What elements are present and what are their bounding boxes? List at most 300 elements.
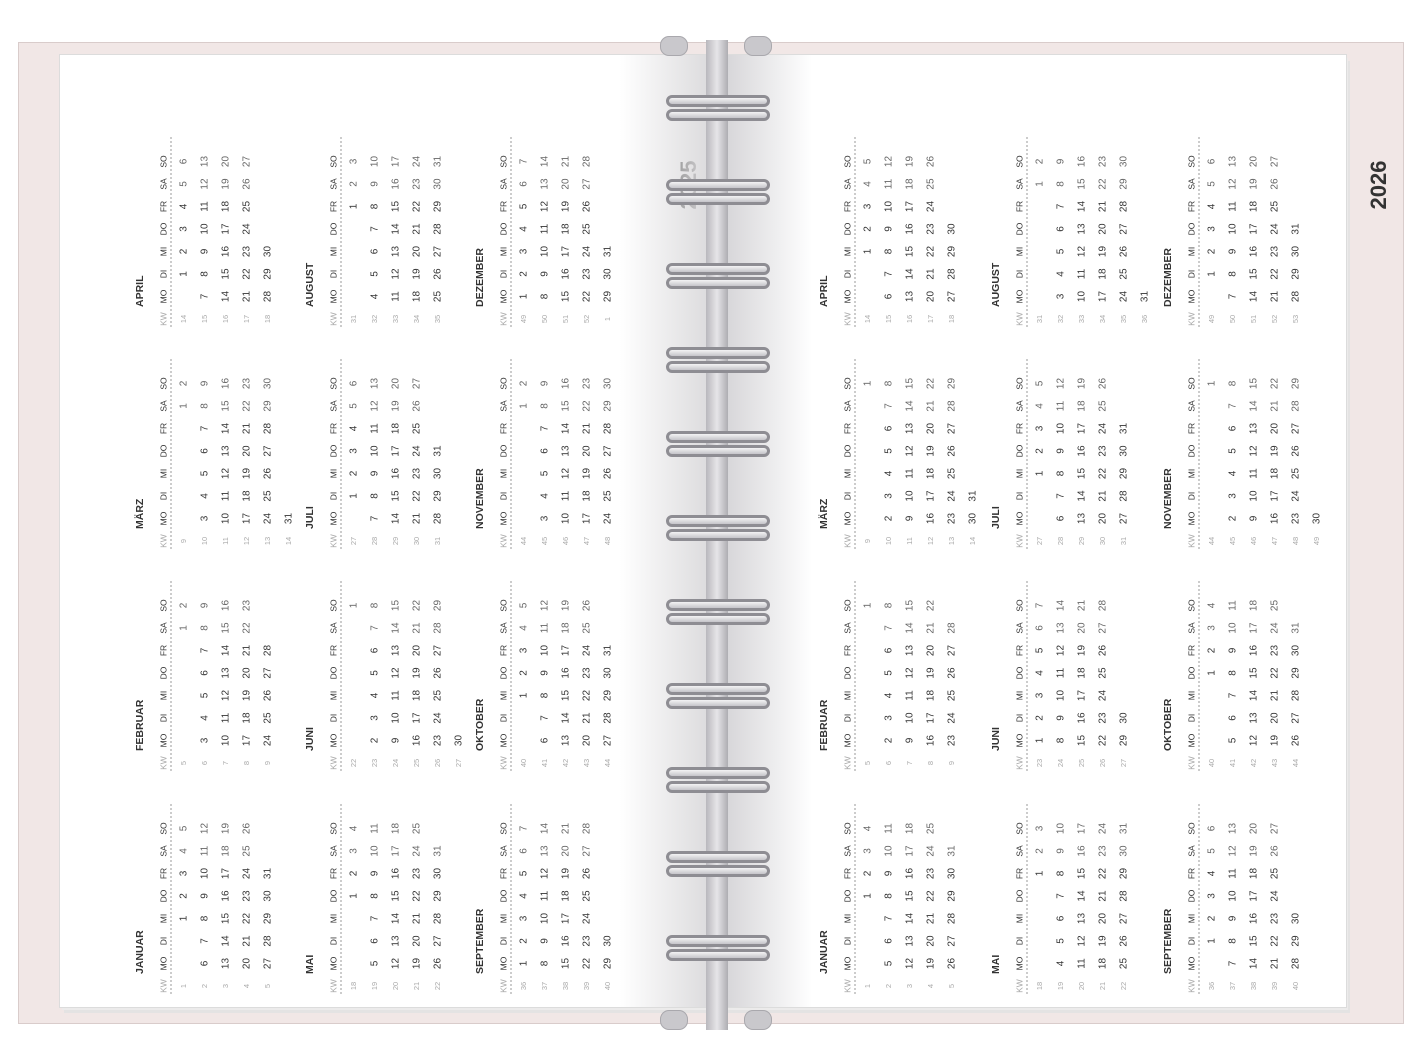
week-number: 44 xyxy=(1290,758,1300,768)
weekday-header: MI xyxy=(158,468,169,479)
day-number: 1 xyxy=(1206,670,1218,676)
day-number: 29 xyxy=(946,377,958,390)
day-number: 19 xyxy=(560,200,572,213)
day-number: 14 xyxy=(1055,599,1067,612)
day-number: 22 xyxy=(241,622,253,634)
day-number: 30 xyxy=(1118,445,1130,457)
weekday-header: MI xyxy=(1186,246,1197,257)
day-number: 26 xyxy=(1118,245,1130,258)
day-number: 28 xyxy=(432,912,444,925)
weekday-header: MI xyxy=(842,468,853,479)
weekday-header: SA xyxy=(1186,622,1197,634)
day-number: 16 xyxy=(1076,712,1088,724)
day-number: 19 xyxy=(1269,445,1281,457)
day-number: 31 xyxy=(1118,822,1130,835)
day-number: 7 xyxy=(883,403,895,409)
day-number: 7 xyxy=(199,938,211,944)
week-number: 10 xyxy=(199,536,209,546)
day-number: 12 xyxy=(1076,935,1088,947)
binder-ring xyxy=(666,431,770,461)
day-number: 6 xyxy=(883,647,895,654)
day-number: 8 xyxy=(883,602,895,609)
day-number: 8 xyxy=(1227,271,1239,277)
day-number: 2 xyxy=(518,271,530,277)
weekday-header: MO xyxy=(1186,511,1197,526)
weekday-header: SO xyxy=(158,377,169,390)
day-number: 14 xyxy=(904,400,916,412)
day-number: 26 xyxy=(581,200,593,213)
week-number: 9 xyxy=(178,538,188,544)
day-number: 1 xyxy=(1034,737,1046,744)
day-number: 29 xyxy=(1290,667,1302,679)
day-number: 25 xyxy=(1118,268,1130,280)
weekday-header: SO xyxy=(842,377,853,390)
day-number: 29 xyxy=(1118,734,1130,747)
day-number: 21 xyxy=(241,935,253,947)
week-number: 36 xyxy=(1139,314,1149,324)
day-number: 25 xyxy=(411,422,423,435)
day-number: 1 xyxy=(178,915,190,922)
day-number: 1 xyxy=(518,692,530,699)
day-number: 25 xyxy=(241,845,253,857)
day-number: 11 xyxy=(883,178,895,190)
day-number: 29 xyxy=(1290,935,1302,947)
day-number: 7 xyxy=(1055,893,1067,899)
day-number: 8 xyxy=(199,915,211,922)
day-number: 9 xyxy=(369,181,381,187)
weekday-header: KW xyxy=(498,534,509,548)
day-number: 2 xyxy=(178,248,190,255)
day-number: 17 xyxy=(925,490,937,502)
day-number: 25 xyxy=(946,467,958,480)
day-number: 20 xyxy=(220,155,232,168)
day-number: 13 xyxy=(1248,422,1260,435)
week-number: 18 xyxy=(348,981,358,991)
day-number: 17 xyxy=(560,245,572,258)
day-number: 30 xyxy=(946,867,958,880)
day-number: 25 xyxy=(925,822,937,835)
weekday-header: DI xyxy=(842,269,853,279)
day-number: 22 xyxy=(241,912,253,925)
day-number: 27 xyxy=(432,245,444,258)
weekday-header: DO xyxy=(1014,444,1025,458)
day-number: 20 xyxy=(925,290,937,303)
month-name: JULI xyxy=(303,506,316,529)
week-number: 39 xyxy=(581,981,591,991)
day-number: 11 xyxy=(883,823,895,834)
weekday-header: MO xyxy=(498,511,509,526)
weekday-header: DI xyxy=(1186,491,1197,501)
week-number: 31 xyxy=(348,314,358,324)
day-number: 2 xyxy=(1206,915,1218,922)
day-number: 11 xyxy=(904,690,916,701)
day-number: 31 xyxy=(602,245,614,258)
day-number: 13 xyxy=(1227,822,1239,835)
day-number: 4 xyxy=(1034,670,1046,676)
day-number: 10 xyxy=(883,845,895,857)
day-number: 17 xyxy=(1248,622,1260,634)
day-number: 21 xyxy=(411,512,423,525)
weekday-header: SO xyxy=(158,155,169,168)
day-number: 3 xyxy=(1206,625,1218,631)
weekday-header: MI xyxy=(1186,690,1197,701)
day-number: 7 xyxy=(199,293,211,300)
weekday-header: FR xyxy=(1014,422,1025,435)
day-number: 3 xyxy=(862,203,874,210)
day-number: 1 xyxy=(348,893,360,899)
day-number: 2 xyxy=(518,670,530,676)
day-number: 16 xyxy=(220,890,232,902)
day-number: 5 xyxy=(369,670,381,676)
day-number: 21 xyxy=(241,422,253,435)
day-number: 23 xyxy=(1097,845,1109,857)
day-number: 10 xyxy=(369,845,381,857)
day-number: 23 xyxy=(1097,445,1109,457)
day-number: 25 xyxy=(1097,667,1109,679)
day-number: 26 xyxy=(946,667,958,679)
month-name: JULI xyxy=(989,506,1002,529)
weekday-header: MI xyxy=(498,468,509,479)
day-number: 3 xyxy=(348,848,360,854)
day-number: 27 xyxy=(1269,822,1281,835)
day-number: 7 xyxy=(199,647,211,654)
weekday-header: DI xyxy=(158,936,169,946)
weekday-header: DO xyxy=(328,666,339,680)
day-number: 17 xyxy=(220,867,232,880)
day-number: 10 xyxy=(1055,422,1067,435)
weekday-header: DI xyxy=(1014,269,1025,279)
day-number: 26 xyxy=(581,867,593,880)
ring-wire xyxy=(666,529,770,541)
day-number: 9 xyxy=(1055,848,1067,854)
day-number: 12 xyxy=(390,268,402,280)
day-number: 17 xyxy=(1097,290,1109,303)
ring-wire xyxy=(666,613,770,625)
day-number: 23 xyxy=(411,178,423,190)
weekday-header: MI xyxy=(1014,690,1025,701)
day-number: 15 xyxy=(904,890,916,902)
week-number: 22 xyxy=(432,981,442,991)
week-number: 31 xyxy=(1034,314,1044,324)
day-number: 14 xyxy=(539,822,551,835)
day-number: 10 xyxy=(1076,290,1088,303)
day-number: 7 xyxy=(883,271,895,277)
day-number: 18 xyxy=(925,467,937,480)
day-number: 24 xyxy=(1269,890,1281,902)
day-number: 19 xyxy=(1269,734,1281,747)
weekday-header: SO xyxy=(1014,377,1025,390)
day-number: 6 xyxy=(348,380,360,387)
day-number: 26 xyxy=(262,467,274,480)
day-number: 6 xyxy=(518,181,530,187)
day-number: 17 xyxy=(411,712,423,724)
day-number: 31 xyxy=(432,445,444,457)
day-number: 24 xyxy=(241,867,253,880)
day-number: 28 xyxy=(262,935,274,947)
day-number: 14 xyxy=(539,155,551,168)
day-number: 26 xyxy=(1269,178,1281,190)
ring-wire xyxy=(666,193,770,205)
day-number: 20 xyxy=(1097,223,1109,235)
day-number: 2 xyxy=(862,226,874,232)
week-number: 9 xyxy=(262,760,272,766)
weekday-header: SA xyxy=(498,845,509,857)
day-number: 30 xyxy=(432,178,444,190)
day-number: 22 xyxy=(241,400,253,412)
day-number: 14 xyxy=(1076,490,1088,502)
day-number: 16 xyxy=(220,377,232,390)
weekday-header: DI xyxy=(842,936,853,946)
day-number: 30 xyxy=(1118,712,1130,724)
day-number: 25 xyxy=(1290,467,1302,480)
day-number: 19 xyxy=(1076,377,1088,390)
day-number: 14 xyxy=(904,912,916,925)
day-number: 26 xyxy=(1097,377,1109,390)
day-number: 17 xyxy=(390,155,402,168)
weekday-header: FR xyxy=(498,422,509,435)
weekday-header: MO xyxy=(498,733,509,748)
day-number: 17 xyxy=(560,912,572,925)
day-number: 23 xyxy=(241,890,253,902)
weekday-header: DO xyxy=(1186,222,1197,236)
day-number: 27 xyxy=(262,445,274,457)
day-number: 21 xyxy=(560,155,572,168)
day-number: 7 xyxy=(1227,403,1239,409)
calendar-2026 xyxy=(722,55,1391,1007)
week-number: 5 xyxy=(946,983,956,989)
day-number: 23 xyxy=(1269,245,1281,258)
day-number: 18 xyxy=(560,890,572,902)
day-number: 17 xyxy=(904,845,916,857)
month-name: FEBRUAR xyxy=(133,699,146,751)
day-number: 24 xyxy=(946,490,958,502)
day-number: 16 xyxy=(1248,245,1260,258)
day-number: 8 xyxy=(883,893,895,899)
day-number: 30 xyxy=(946,223,958,235)
day-number: 29 xyxy=(602,689,614,702)
day-number: 30 xyxy=(602,667,614,679)
week-number: 14 xyxy=(967,536,977,546)
day-number: 28 xyxy=(432,512,444,525)
day-number: 4 xyxy=(369,293,381,300)
day-number: 13 xyxy=(560,734,572,747)
day-number: 28 xyxy=(946,912,958,925)
day-number: 14 xyxy=(220,935,232,947)
day-number: 10 xyxy=(539,245,551,258)
day-number: 10 xyxy=(199,867,211,880)
day-number: 23 xyxy=(1097,712,1109,724)
day-number: 16 xyxy=(560,935,572,947)
ring-wire xyxy=(666,851,770,863)
week-number: 46 xyxy=(1248,536,1258,546)
day-number: 26 xyxy=(1118,935,1130,947)
month-name: DEZEMBER xyxy=(1161,248,1174,307)
month-name: OKTOBER xyxy=(473,698,486,751)
day-number: 3 xyxy=(1034,425,1046,432)
day-number: 11 xyxy=(220,712,232,724)
weekday-header: DI xyxy=(498,491,509,501)
day-number: 2 xyxy=(518,938,530,944)
day-number: 22 xyxy=(411,890,423,902)
day-number: 7 xyxy=(1227,293,1239,300)
day-number: 6 xyxy=(539,448,551,454)
day-number: 10 xyxy=(1227,890,1239,902)
day-number: 3 xyxy=(883,493,895,499)
weekday-header: MI xyxy=(158,690,169,701)
day-number: 8 xyxy=(369,893,381,899)
day-number: 25 xyxy=(925,178,937,190)
day-number: 10 xyxy=(1248,490,1260,502)
week-number: 13 xyxy=(946,536,956,546)
weekday-header: SO xyxy=(842,155,853,168)
weekday-header: DO xyxy=(1186,889,1197,903)
day-number: 6 xyxy=(369,248,381,255)
day-number: 12 xyxy=(220,467,232,480)
week-number: 45 xyxy=(1227,536,1237,546)
day-number: 11 xyxy=(199,201,211,212)
day-number: 30 xyxy=(602,268,614,280)
day-number: 5 xyxy=(1055,938,1067,944)
day-number: 20 xyxy=(560,178,572,190)
week-number: 14 xyxy=(178,314,188,324)
day-number: 10 xyxy=(1055,689,1067,702)
day-number: 18 xyxy=(581,490,593,502)
day-number: 7 xyxy=(539,715,551,721)
day-number: 23 xyxy=(925,223,937,235)
weekday-header: MI xyxy=(328,468,339,479)
day-number: 8 xyxy=(1055,870,1067,877)
day-number: 1 xyxy=(348,203,360,210)
day-number: 29 xyxy=(432,890,444,902)
ring-wire xyxy=(666,445,770,457)
week-number: 28 xyxy=(1055,536,1065,546)
day-number: 8 xyxy=(539,960,551,967)
week-number: 35 xyxy=(1118,314,1128,324)
day-number: 8 xyxy=(199,403,211,409)
day-number: 9 xyxy=(199,380,211,387)
weekday-header: DO xyxy=(1014,889,1025,903)
day-number: 13 xyxy=(1076,912,1088,925)
day-number: 10 xyxy=(560,512,572,525)
day-number: 27 xyxy=(432,644,444,657)
weekday-header: MI xyxy=(842,246,853,257)
week-number: 38 xyxy=(560,981,570,991)
week-number: 25 xyxy=(1076,758,1086,768)
day-number: 11 xyxy=(1055,400,1067,412)
day-number: 28 xyxy=(1290,689,1302,702)
week-number: 29 xyxy=(390,536,400,546)
day-number: 13 xyxy=(539,845,551,857)
week-number: 3 xyxy=(904,983,914,989)
day-number: 9 xyxy=(904,737,916,744)
day-number: 27 xyxy=(1290,712,1302,724)
day-number: 10 xyxy=(904,712,916,724)
day-number: 9 xyxy=(539,380,551,387)
day-number: 13 xyxy=(369,377,381,390)
day-number: 21 xyxy=(1269,689,1281,702)
day-number: 5 xyxy=(178,825,190,832)
weekday-header: SA xyxy=(842,400,853,412)
day-number: 13 xyxy=(390,644,402,657)
weekday-header: DI xyxy=(328,713,339,723)
day-number: 21 xyxy=(925,268,937,280)
week-number: 44 xyxy=(602,758,612,768)
day-number: 21 xyxy=(560,822,572,835)
weekday-header: DO xyxy=(842,222,853,236)
week-number: 44 xyxy=(518,536,528,546)
day-number: 15 xyxy=(1076,178,1088,190)
week-number: 44 xyxy=(1206,536,1216,546)
day-number: 12 xyxy=(1055,377,1067,390)
weekday-header: SA xyxy=(498,178,509,190)
day-number: 4 xyxy=(199,493,211,499)
day-number: 26 xyxy=(1290,445,1302,457)
week-number: 52 xyxy=(1269,314,1279,324)
weekday-header: DO xyxy=(498,444,509,458)
ring-wire xyxy=(666,515,770,527)
day-number: 5 xyxy=(1227,737,1239,744)
month-name: APRIL xyxy=(133,275,146,307)
day-number: 4 xyxy=(1206,203,1218,210)
week-number: 17 xyxy=(241,314,251,324)
day-number: 15 xyxy=(1248,268,1260,280)
weekday-header: SO xyxy=(1014,822,1025,835)
weekday-header: SA xyxy=(842,178,853,190)
day-number: 23 xyxy=(946,512,958,525)
day-number: 16 xyxy=(1076,445,1088,457)
day-number: 7 xyxy=(883,625,895,631)
weekday-header: MI xyxy=(1014,913,1025,924)
day-number: 27 xyxy=(1118,912,1130,925)
day-number: 2 xyxy=(1206,248,1218,255)
day-number: 4 xyxy=(1055,271,1067,277)
day-number: 17 xyxy=(925,712,937,724)
day-number: 14 xyxy=(390,512,402,525)
day-number: 5 xyxy=(199,470,211,477)
day-number: 24 xyxy=(581,644,593,657)
day-number: 28 xyxy=(581,822,593,835)
day-number: 25 xyxy=(946,689,958,702)
day-number: 7 xyxy=(369,625,381,631)
ring-wire xyxy=(666,683,770,695)
day-number: 12 xyxy=(1248,734,1260,747)
day-number: 10 xyxy=(1055,822,1067,835)
month-name: SEPTEMBER xyxy=(1161,908,1174,974)
day-number: 17 xyxy=(1248,890,1260,902)
day-number: 19 xyxy=(220,178,232,190)
weekday-header: MO xyxy=(328,956,339,971)
weekday-header: SA xyxy=(1014,400,1025,412)
day-number: 20 xyxy=(925,422,937,435)
day-number: 15 xyxy=(560,957,572,970)
ring-wire xyxy=(666,781,770,793)
day-number: 9 xyxy=(1227,915,1239,922)
day-number: 4 xyxy=(348,425,360,432)
week-number: 49 xyxy=(1206,314,1216,324)
week-number: 51 xyxy=(1248,314,1258,324)
day-number: 23 xyxy=(1269,644,1281,657)
week-number: 27 xyxy=(1034,536,1044,546)
day-number: 23 xyxy=(925,867,937,880)
day-number: 27 xyxy=(602,734,614,747)
weekday-header: FR xyxy=(328,422,339,435)
day-number: 10 xyxy=(883,200,895,213)
day-number: 4 xyxy=(1055,960,1067,967)
day-number: 22 xyxy=(1097,867,1109,880)
weekday-header: SO xyxy=(158,599,169,612)
weekday-header: SA xyxy=(158,400,169,412)
day-number: 18 xyxy=(560,223,572,235)
